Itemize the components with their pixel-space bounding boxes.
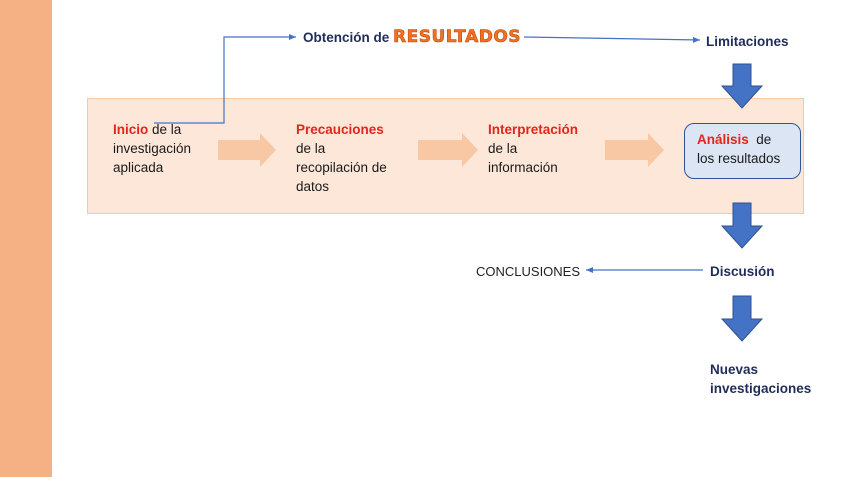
nuevas-line2: investigaciones <box>710 381 812 396</box>
block-arrow-2 <box>418 133 478 167</box>
step-inicio <box>113 120 191 177</box>
limitaciones-label: Limitaciones <box>706 34 789 49</box>
step-analisis-highlight: Análisis <box>697 132 749 147</box>
step-precauciones-line4: datos <box>296 179 330 194</box>
nuevas-investigaciones-label <box>710 360 811 398</box>
step-interpretacion-line2: de la <box>488 141 518 156</box>
connector-resultados-to-limitaciones <box>524 37 700 40</box>
step-analisis-line2: los resultados <box>697 151 781 166</box>
step-interpretacion <box>488 120 578 177</box>
obtencion-text: Obtención de <box>303 30 390 45</box>
down-arrow-analisis <box>722 203 762 248</box>
step-interpretacion-highlight: Interpretación <box>488 122 579 137</box>
step-precauciones-line3: recopilación de <box>296 160 387 175</box>
block-arrow-1 <box>218 133 276 167</box>
step-interpretacion-line3: información <box>488 160 558 175</box>
block-arrow-3 <box>605 133 664 167</box>
step-analisis-rest: de <box>748 132 772 147</box>
step-precauciones-line2: de la <box>296 141 326 156</box>
down-arrow-limitaciones <box>722 64 762 108</box>
conclusiones-label: CONCLUSIONES <box>476 264 581 279</box>
connector-inicio-to-obtencion <box>154 37 296 123</box>
step-inicio-line2: investigación <box>113 141 192 156</box>
down-arrow-discusion <box>722 296 762 341</box>
step-precauciones <box>296 120 387 196</box>
step-analisis <box>697 130 797 168</box>
step-precauciones-highlight: Precauciones <box>296 122 384 137</box>
step-inicio-rest: de la <box>148 122 182 137</box>
step-inicio-highlight: Inicio <box>113 122 149 137</box>
nuevas-line1: Nuevas <box>710 362 759 377</box>
resultados-wordart: RESULTADOS <box>393 27 522 47</box>
discusion-label: Discusión <box>710 264 775 279</box>
obtencion-label <box>303 28 521 47</box>
step-inicio-line3: aplicada <box>113 160 164 175</box>
